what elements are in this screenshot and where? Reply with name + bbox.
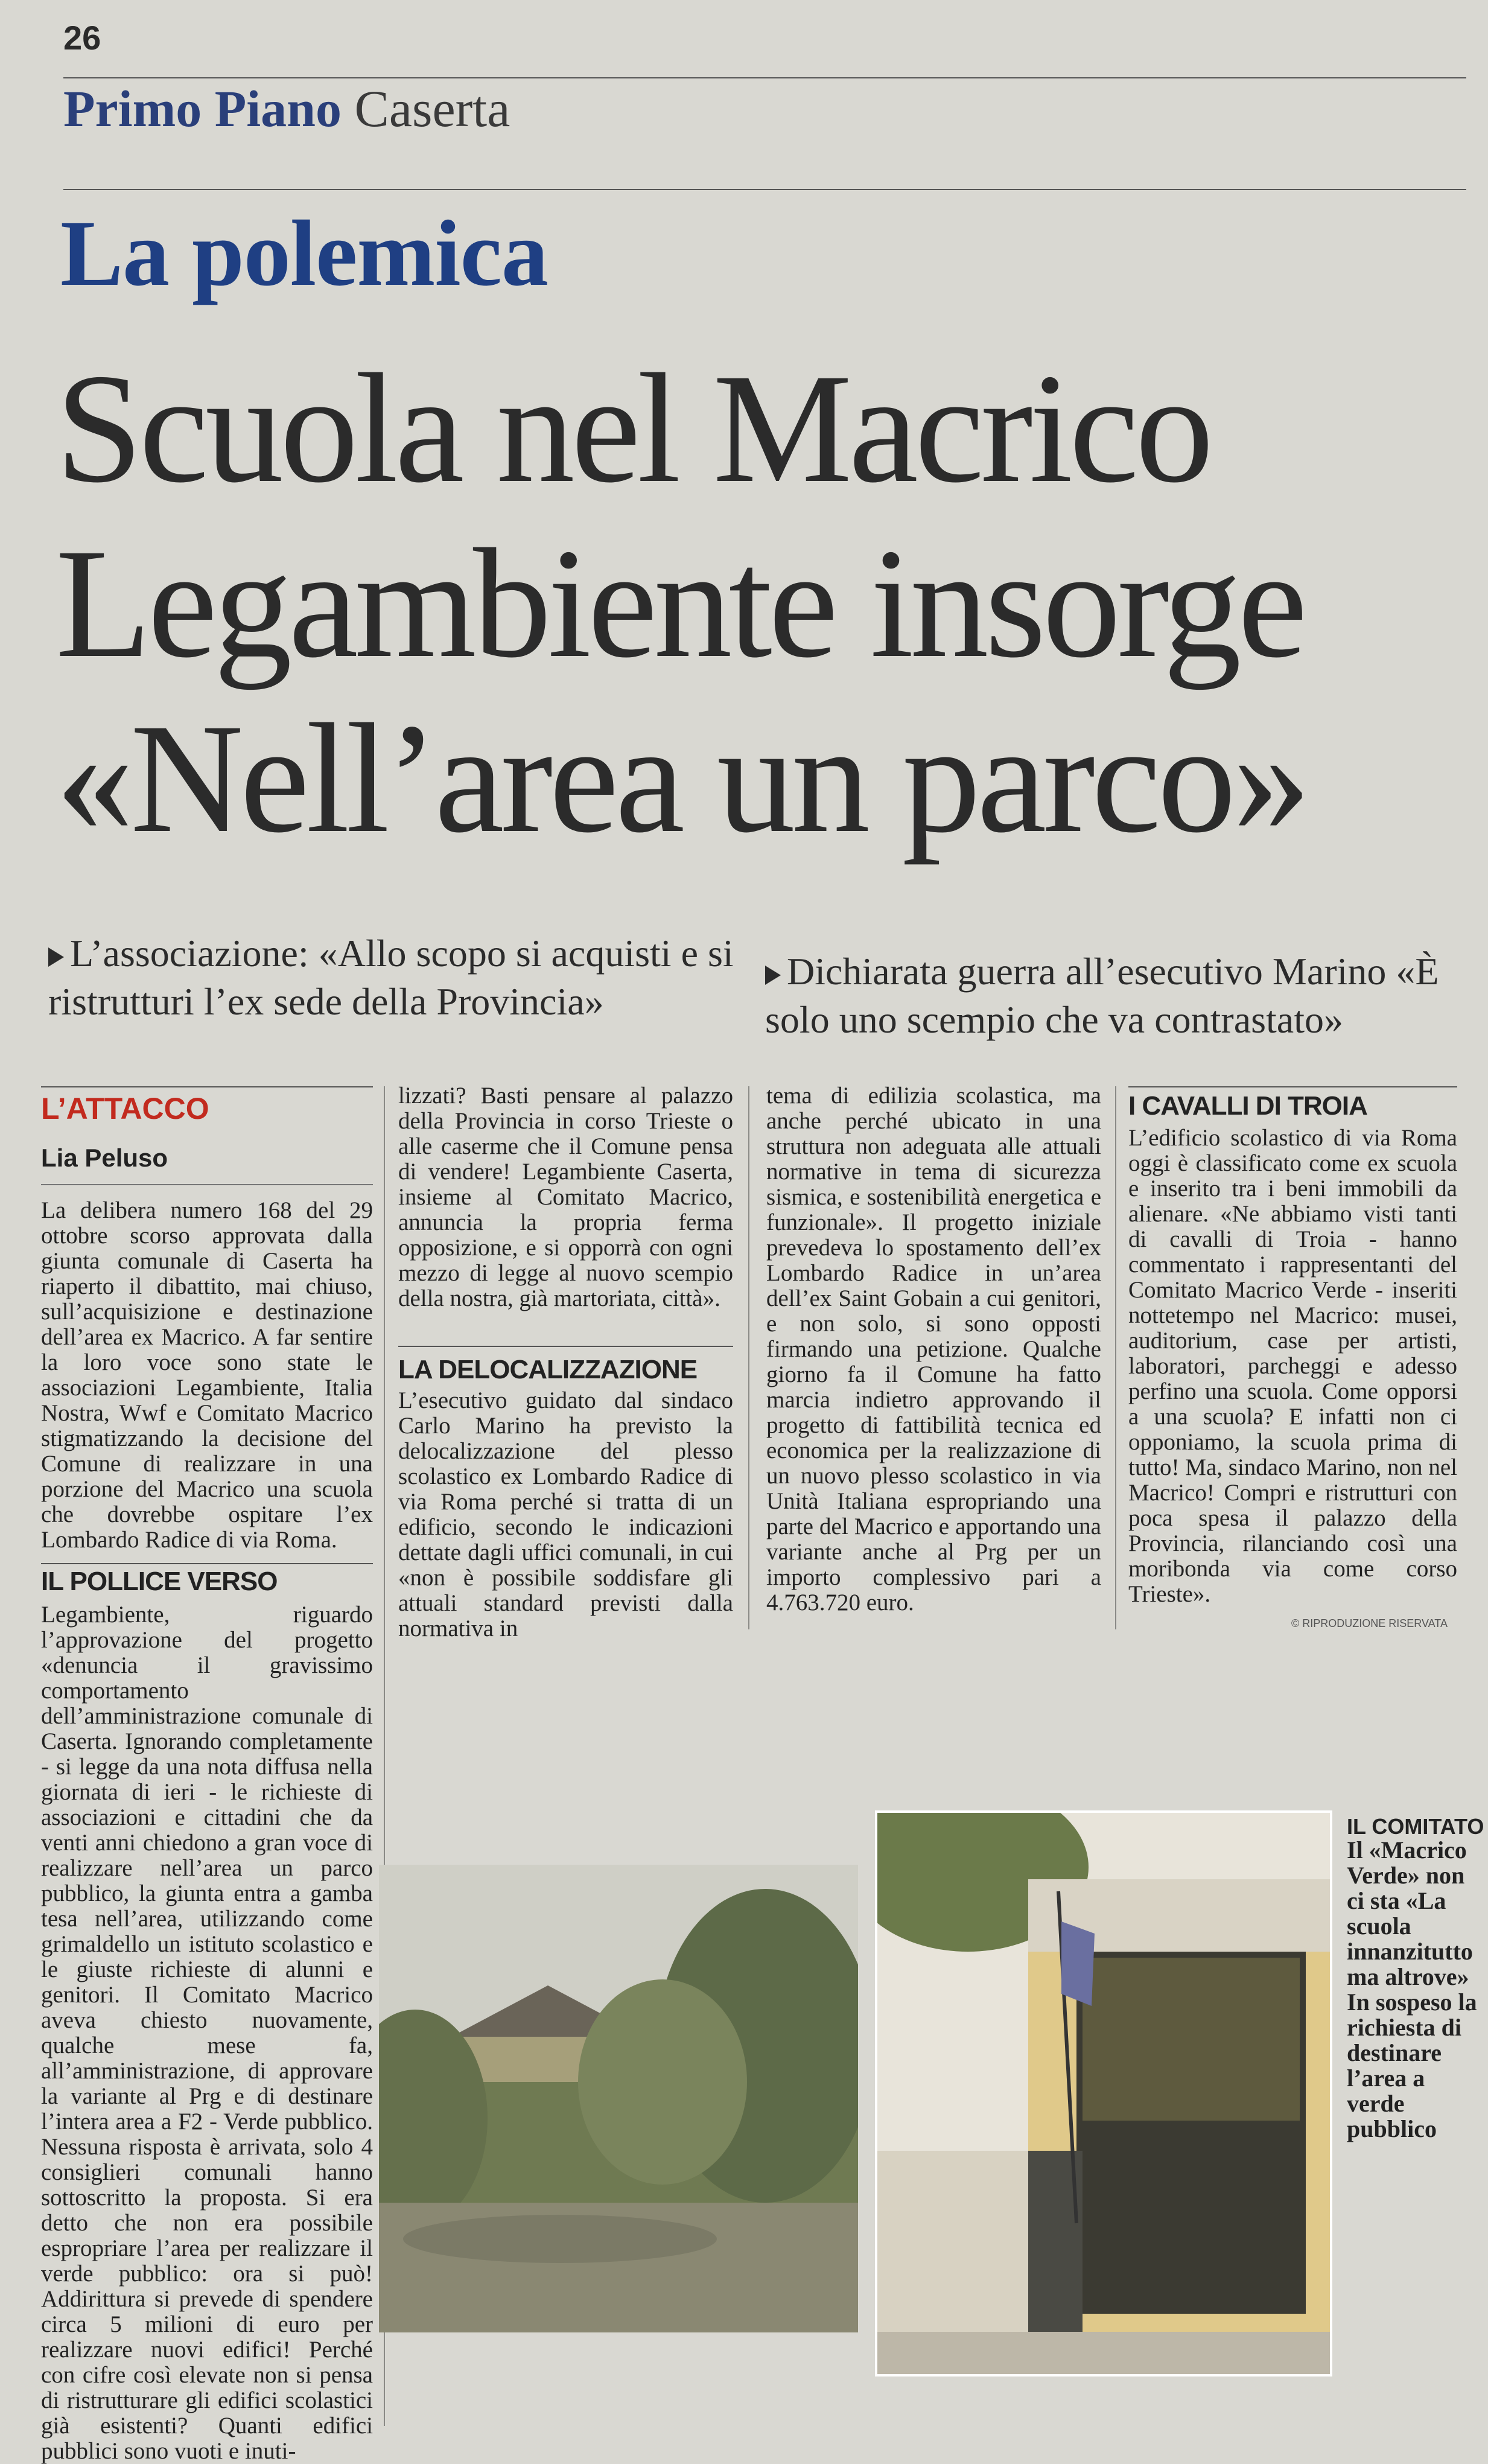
column-4-paragraph-1: L’edificio scolastico di via Roma oggi è classificato come ex scuola e inserito tra i beni immobili da alienare. «Ne abbiamo visti tanti di cavalli di Troia - hanno commentato i rappresentanti del Comitato Macrico Verde - inseriti nottetempo nel Macrico: musei, auditorium, case per artisti, laboratori, parcheggi e adesso perfino una scuola. Come opporsi a una scuola? E infatti non ci opponiamo, la scuola prima di tutto! Ma, sindaco Marino, non nel Macrico! Compri e ristrutturi con poca spesa il palazzo della Provincia, rilanciando così una moribonda via come corso Trieste». — [1128, 1125, 1457, 1607]
section-city: Caserta — [354, 80, 510, 138]
photo-school-building — [875, 1810, 1332, 2376]
column-2-paragraph-2: L’esecutivo guidato dal sindaco Carlo Marino ha previsto la delocalizzazione del plesso scolastico ex Lombardo Radice di via Roma perché si tratta di un edificio, secondo le indicazioni dettate dagli uffici comunali, in cui «non è possibile soddisfare gli attuali standard previsti dalla normativa in — [398, 1387, 733, 1641]
subsection-title-cavalli-di-troia: I CAVALLI DI TROIA — [1128, 1091, 1367, 1121]
byline-rule — [41, 1184, 373, 1185]
article-label: L’ATTACCO — [41, 1092, 209, 1125]
photo-macrico-area — [379, 1865, 858, 2332]
photo-caption-label: IL COMITATO — [1347, 1814, 1484, 1839]
page-number: 26 — [63, 19, 101, 57]
photo-caption-text: Il «Macrico Verde» non ci sta «La scuola innanzitutto ma altrove» In sospeso la richiesta di destinare l’area a verde pubblico — [1347, 1836, 1477, 2142]
column-divider — [1115, 1086, 1116, 1629]
school-building-illustration — [877, 1813, 1330, 2374]
subsection-title-pollice-verso: IL POLLICE VERSO — [41, 1567, 278, 1596]
subsection-rule — [1128, 1086, 1457, 1087]
kicker: La polemica — [60, 201, 548, 305]
subsection-rule — [398, 1346, 733, 1347]
section-primary: Primo Piano — [63, 80, 342, 138]
column-divider — [748, 1086, 749, 1629]
article-top-rule — [41, 1086, 373, 1087]
subhead-right: Dichiarata guerra all’esecutivo Marino «È solo uno scempio che va contrastato» — [765, 950, 1439, 1041]
subhead-left: L’associazione: «Allo scopo si acquisti e si ristrutturi l’ex sede della Provincia» — [48, 932, 734, 1023]
author: Lia Peluso — [41, 1144, 168, 1172]
triangle-bullet-icon — [48, 947, 64, 967]
headline-line-1: Scuola nel Macrico — [56, 342, 1210, 515]
copyright-note: © RIPRODUZIONE RISERVATA — [1291, 1617, 1448, 1629]
section-title — [63, 78, 510, 139]
column-2-paragraph-1: lizzati? Basti pensare al palazzo della Provincia in corso Trieste o alle caserme che il Comune pensa di vendere! Legambiente Caserta, insieme al Comitato Macrico, annuncia la propria ferma opposizione, e si opporrà con ogni mezzo di legge al nuovo scempio della nostra, già martoriata, città». — [398, 1083, 733, 1311]
subsection-rule — [41, 1563, 373, 1564]
headline-line-3: «Nell’area un parco» — [56, 692, 1308, 865]
column-1-paragraph-2: Legambiente, riguardo l’approvazione del progetto «denuncia il gravissimo comportamento dell’amministrazione comunale di Caserta. Ignorando completamente - si legge da una nota diffusa nella giornata di ieri - le richieste di associazioni e cittadini che da venti anni chiedono a gran voce di realizzare nell’area un parco pubblico, la giunta entra a gamba tesa nell’area, utilizzando come grimaldello un istituto scolastico e le giuste richieste di alunni e genitori. Il Comitato Macrico aveva chiesto nuovamente, qualche mese fa, all’amministrazione, di approvare la variante al Prg e di destinare l’intera area a F2 - Verde pubblico. Nessuna risposta è arrivata, solo 4 consiglieri comunali hanno sottoscritto la proposta. Si era detto che non era possibile espropriare l’area per realizzare il verde pubblico: ora si può! Addirittura si prevede di spendere circa 5 milioni di euro per realizzare nuovi edifici! Perché con cifre così elevate non si pensa di ristrutturare gli edifici scolastici già esistenti? Quanti edifici pubblici sono vuoti e inuti- — [41, 1602, 373, 2464]
triangle-bullet-icon — [765, 966, 781, 985]
column-3-paragraph-1: tema di edilizia scolastica, ma anche perché ubicato in una struttura non adeguata alle attuali normative in tema di sicurezza sismica, e sostenibilità energetica e funzionale». Il progetto iniziale prevedeva lo spostamento dell’ex Lombardo Radice in un’area dell’ex Saint Gobain a cui genitori, e non solo, si sono opposti firmando una petizione. Qualche giorno fa il Comune ha fatto marcia indietro approvando il progetto di fattibilità tecnica ed economica per la realizzazione di un nuovo plesso scolastico in via Unità Italiana espropriando una parte del Macrico e apportando una variante anche al Prg per un importo complessivo pari a 4.763.720 euro. — [766, 1083, 1101, 1616]
subsection-title-delocalizzazione: LA DELOCALIZZAZIONE — [398, 1355, 698, 1384]
column-1-paragraph-1: La delibera numero 168 del 29 ottobre scorso approvata dalla giunta comunale di Caserta ha riaperto il dibattito, mai chiuso, sull’acquisizione e destinazione dell’area ex Macrico. A far sentire la loro voce sono state le associazioni Legambiente, Italia Nostra, Wwf e Comitato Macrico stigmatizzando la decisione del Comune di realizzare in una porzione del Macrico una scuola che dovrebbe ospitare l’ex Lombardo Radice di via Roma. — [41, 1197, 373, 1553]
section-rule — [63, 189, 1466, 190]
headline-line-2: Legambiente insorge — [56, 517, 1304, 690]
macrico-area-illustration — [379, 1865, 858, 2332]
